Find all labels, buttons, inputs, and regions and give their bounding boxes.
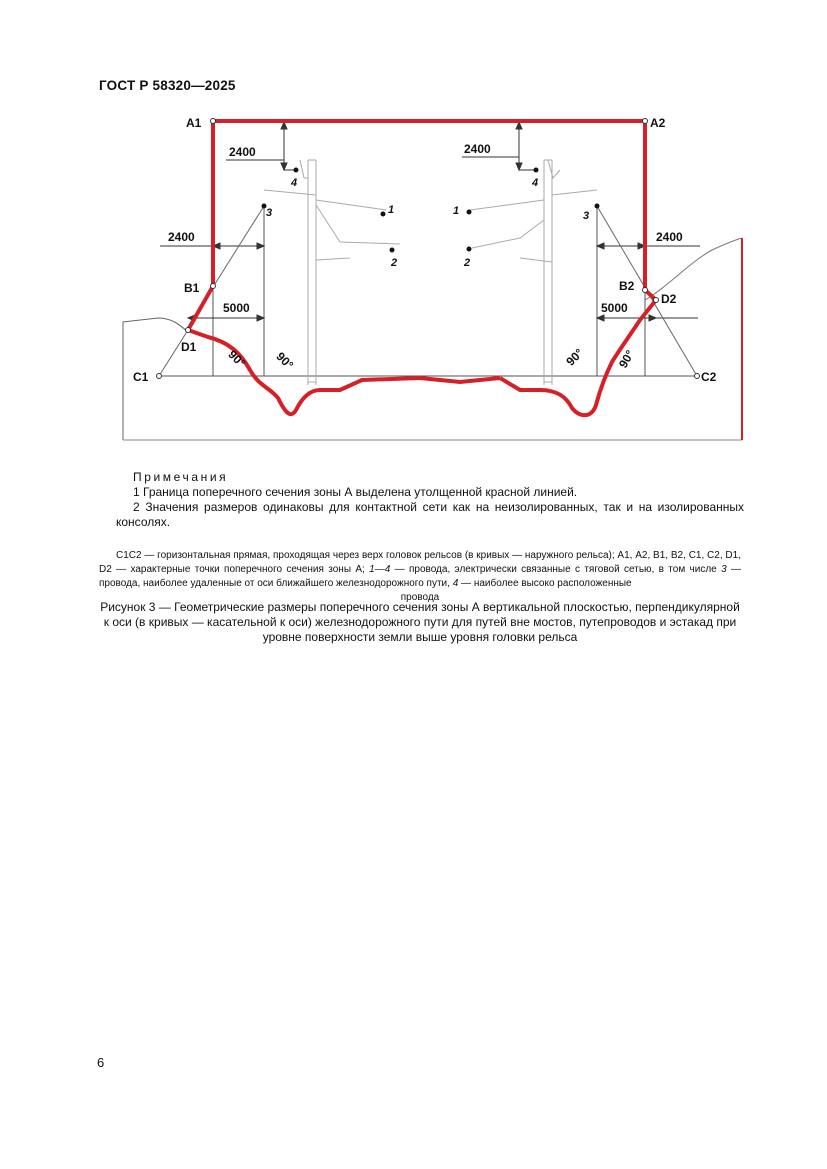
- angle-label-1: 90°: [225, 347, 249, 371]
- dim-right-side-2400: [597, 243, 700, 249]
- legend-line-3: — провода, наиболее удаленные от оси ближайшего железнодорожного пути,: [99, 564, 741, 589]
- figure-caption: Рисунок 3 — Геометрические размеры поперечного сечения зоны А вертикальной плоскостью, перпендикулярной к оси (в кривых — касательной к оси) железнодорожного пути для путей вне мостов, путепроводов и эстакад при уровне поверхности земли выше уровня головки рельса: [100, 600, 740, 644]
- angle-label-4: 90°: [615, 347, 638, 371]
- dim-label-left-5000: 5000: [223, 301, 250, 315]
- legend-line-4: — наиболее высоко расположенные: [461, 578, 632, 589]
- right-wire-1-dot: [467, 210, 472, 215]
- angle-label-2: 90°: [273, 349, 297, 373]
- page-number: 6: [97, 1055, 105, 1070]
- wire-label-left-4: 4: [291, 177, 298, 189]
- right-wire-2-dot: [467, 247, 472, 252]
- wire-label-left-3: 3: [266, 207, 273, 219]
- dim-label-right-5000: 5000: [601, 301, 628, 315]
- legend-line-1: С1С2 — горизонтальная прямая, проходящая через верх головок рельсов (в кривых — наружного рельса); А1, А2, В1, В2, С1, С2, D1, D2 — характерные точки поперечного сечения зоны А;: [99, 550, 741, 575]
- right-wire-4-dot: [534, 168, 539, 173]
- legend-four: 4: [452, 578, 459, 589]
- figure-legend: [99, 549, 741, 605]
- point-b2-marker: [643, 288, 648, 293]
- wire-label-right-4: 4: [532, 177, 539, 189]
- wire-label-right-3: 3: [583, 210, 590, 222]
- legend-range: 1—4: [369, 564, 391, 575]
- point-d1-marker: [186, 328, 191, 333]
- point-c1-marker: [157, 374, 162, 379]
- dim-label-right-top: 2400: [464, 142, 491, 156]
- right-terrain-curve: [645, 238, 742, 300]
- zone-a-boundary-top: [213, 121, 645, 290]
- note-1: 1 Граница поперечного сечения зоны А выделена утолщенной красной линией.: [133, 485, 578, 499]
- legend-three: 3: [721, 564, 727, 575]
- wire-label-left-1: 1: [388, 204, 395, 216]
- angle-label-3: 90°: [563, 345, 587, 369]
- label-a2: A2: [650, 116, 666, 130]
- label-d1: D1: [181, 340, 197, 354]
- dim-label-left-side: 2400: [168, 230, 195, 244]
- dim-label-right-side: 2400: [656, 230, 683, 244]
- point-c2-marker: [695, 374, 700, 379]
- wire-label-right-2: 2: [464, 257, 471, 269]
- label-d2: D2: [661, 292, 677, 306]
- dim-right-5000: [597, 315, 698, 321]
- dim-label-left-top: 2400: [229, 145, 256, 159]
- left-wire-4-dot: [294, 168, 299, 173]
- point-a1-marker: [211, 119, 216, 124]
- dim-left-5000: [188, 315, 264, 321]
- legend-last-line: провода: [400, 592, 440, 603]
- label-c2: C2: [701, 370, 717, 384]
- label-c1: C1: [133, 370, 149, 384]
- point-a2-marker: [643, 119, 648, 124]
- document-standard-header: ГОСТ Р 58320—2025: [99, 78, 236, 93]
- wire-label-right-1: 1: [453, 205, 460, 217]
- notes-title: Примечания: [133, 470, 229, 484]
- left-wire-1-dot: [381, 212, 386, 217]
- wire-label-left-2: 2: [391, 257, 398, 269]
- point-d2-marker: [654, 298, 659, 303]
- legend-line-2: — провода, электрически связанные с тяговой сетью, в том числе: [394, 564, 717, 575]
- right-wire-3-dot: [595, 204, 600, 209]
- left-wire-2-dot: [390, 248, 395, 253]
- label-b2: B2: [619, 279, 635, 293]
- point-b1-marker: [211, 284, 216, 289]
- zone-a-cross-section-figure: [0, 0, 827, 470]
- note-2: 2 Значения размеров одинаковы для контактной сети как на неизолированных, так и на изолированных консолях.: [116, 500, 744, 529]
- label-b1: B1: [184, 281, 200, 295]
- label-a1: A1: [186, 116, 202, 130]
